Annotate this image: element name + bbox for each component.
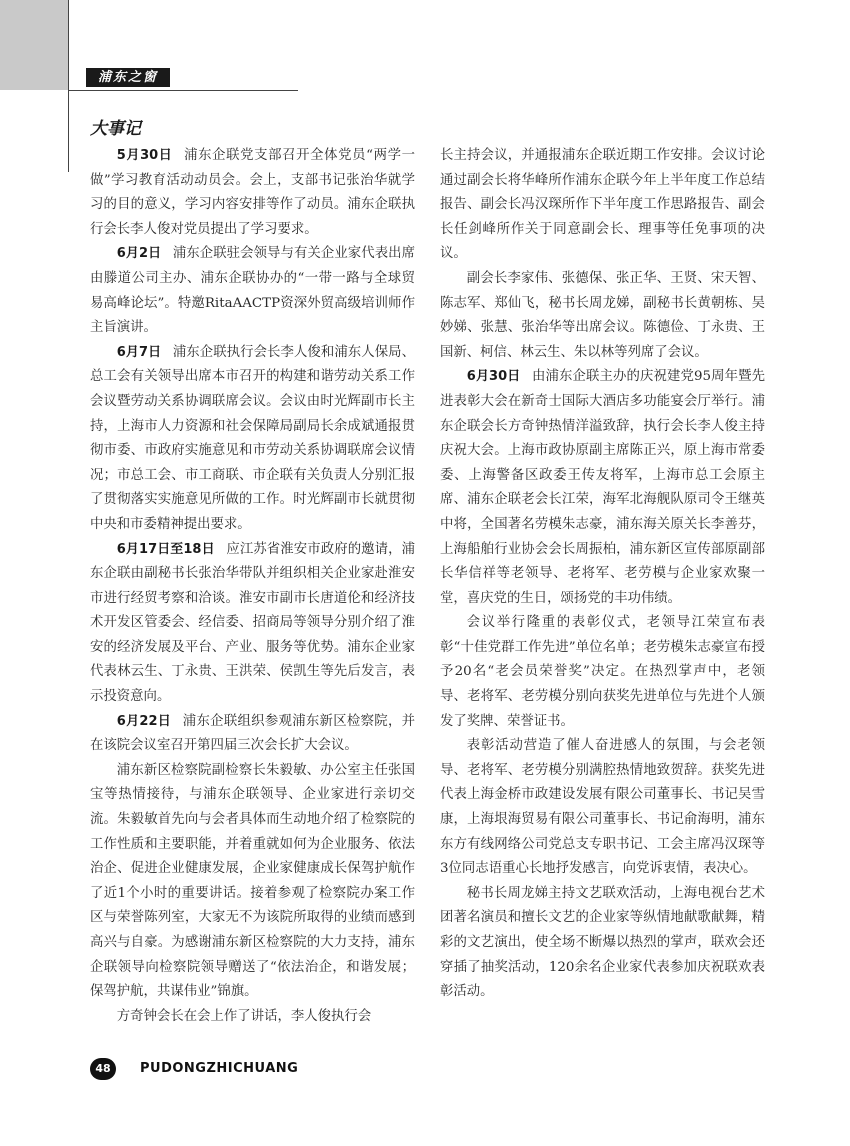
header-grey-block xyxy=(0,0,68,90)
article-paragraph xyxy=(90,242,415,340)
article-paragraph xyxy=(440,365,765,611)
event-text: 浦东企联组织参观浦东新区检察院，并在该院会议室召开第四届三次会长扩大会议。 xyxy=(90,713,416,754)
article-paragraph xyxy=(440,882,765,1005)
event-date: 6月30日 xyxy=(466,369,521,385)
event-text: 副会长李家伟、张德保、张正华、王贤、宋天智、陈志军、郑仙飞，秘书长周龙娣，副秘书长黄朝栋、吴妙娣、张慧、张治华等出席会议。陈德俭、丁永贵、王国新、柯信、林云生、朱以林等列席了会议。 xyxy=(440,270,765,360)
article-paragraph xyxy=(440,734,765,882)
article-paragraph xyxy=(90,759,415,1005)
magazine-logo: 浦东之窗 xyxy=(86,68,170,87)
event-text: 浦东企联执行会长李人俊和浦东人保局、总工会有关领导出席本市召开的构建和谐劳动关系工作会议暨劳动关系协调联席会议。会议由时光辉副市长主持，上海市人力资源和社会保障局副局长余成斌通报贯彻市委、市政府实施意见和市劳动关系协调联席会议情况；市总工会、市工商联、市企联有关负责人分别汇报了贯彻落实实施意见所做的工作。时光辉副市长就贯彻中央和市委精神提出要求。 xyxy=(90,344,415,532)
article-paragraph xyxy=(440,611,765,734)
event-text: 方奇钟会长在会上作了讲话，李人俊执行会 xyxy=(116,1008,372,1024)
article-paragraph xyxy=(90,144,415,242)
left-column xyxy=(90,144,415,1029)
article-paragraph xyxy=(440,267,765,365)
event-text: 浦东新区检察院副检察长朱毅敏、办公室主任张国宝等热情接待，与浦东企联领导、企业家进行亲切交流。朱毅敏首先向与会者具体而生动地介绍了检察院的工作性质和主要职能，并着重就如何为企业服务、依法治企、促进企业健康发展，企业家健康成长保驾护航作了近1个小时的重要讲话。接着参观了检察院办案工作区与荣誉陈列室，大家无不为该院所取得的业绩而感到高兴与自豪。为感谢浦东新区检察院的大力支持，浦东企联领导向检察院领导赠送了“依法治企，和谐发展；保驾护航，共谋伟业”锦旗。 xyxy=(90,762,415,1000)
page-number: 48 xyxy=(90,1058,116,1080)
section-title: 大事记 xyxy=(90,119,141,139)
event-text: 表彰活动营造了催人奋进感人的氛围，与会老领导、老将军、老劳模分别满腔热情地致贺辞。获奖先进代表上海金桥市政建设发展有限公司董事长、书记吴雪康，上海垠海贸易有限公司董事长、书记俞海明，浦东东方有线网络公司党总支专职书记、工会主席冯汉琛等3位同志语重心长地抒发感言，向党诉衷情，表决心。 xyxy=(440,738,765,877)
event-date: 6月22日 xyxy=(116,713,172,729)
event-text: 浦东企联驻会领导与有关企业家代表出席由滕道公司主办、浦东企联协办的“一带一路与全球贸易高峰论坛”。特邀RitaAACTP资深外贸高级培训师作主旨演讲。 xyxy=(90,246,415,336)
event-date: 6月17日至18日 xyxy=(116,541,215,557)
event-text: 浦东企联党支部召开全体党员“两学一做”学习教育活动动员会。会上，支部书记张治华就学习的目的意义，学习内容安排等作了动员。浦东企联执行会长李人俊对党员提出了学习要求。 xyxy=(90,148,415,237)
article-paragraph xyxy=(90,538,415,710)
event-text: 应江苏省淮安市政府的邀请，浦东企联由副秘书长张治华带队并组织相关企业家赴淮安市进行经贸考察和洽谈。淮安市副市长唐道伦和经济技术开发区管委会、经信委、招商局等领导分别介绍了淮安的经济发展及平台、产业、服务等优势。浦东企业家代表林云生、丁永贵、王洪荣、侯凯生等先后发言，表示投资意向。 xyxy=(90,541,416,705)
magazine-name: PUDONGZHICHUANG xyxy=(140,1061,299,1076)
event-date: 6月7日 xyxy=(116,344,162,360)
event-text: 秘书长周龙娣主持文艺联欢活动，上海电视台艺术团著名演员和擅长文艺的企业家等纵情地献歌献舞，精彩的文艺演出，使全场不断爆以热烈的掌声，联欢会还穿插了抽奖活动，120余名企业家代表参加庆祝联欢表彰活动。 xyxy=(440,885,765,1000)
event-date: 5月30日 xyxy=(116,148,173,163)
header-vertical-rule xyxy=(68,0,69,172)
article-paragraph xyxy=(90,1005,415,1030)
article-paragraph xyxy=(90,710,415,759)
event-date: 6月2日 xyxy=(116,246,162,262)
header-horizontal-rule xyxy=(68,90,298,91)
article-paragraph xyxy=(440,144,765,267)
event-text: 长主持会议，并通报浦东企联近期工作安排。会议讨论通过副会长将华峰所作浦东企联今年上半年度工作总结报告、副会长冯汉琛所作下半年度工作思路报告、副会长任剑峰所作关于同意副会长、理事等任免事项的决议。 xyxy=(440,148,765,262)
event-text: 会议举行隆重的表彰仪式，老领导江荣宣布表彰“十佳党群工作先进”单位名单；老劳模朱志豪宣布授予20名“老会员荣誉奖”决定。在热烈掌声中，老领导、老将军、老劳模分别向获奖先进单位与先进个人颁发了奖牌、荣誉证书。 xyxy=(440,615,765,729)
article-paragraph xyxy=(90,341,415,538)
event-text: 由浦东企联主办的庆祝建党95周年暨先进表彰大会在新奇士国际大酒店多功能宴会厅举行。浦东企联会长方奇钟热情洋溢致辞，执行会长李人俊主持庆祝大会。上海市政协原副主席陈正兴，原上海市常委委、上海警备区政委王传友将军，上海市总工会原主席、浦东企联老会长江荣，海军北海舰队原司令王继英中将，全国著名劳模朱志豪，浦东海关原关长李善芬，上海船舶行业协会会长周振柏，浦东新区宣传部原副部长华信祥等老领导、老将军、老劳模与企业家欢聚一堂，喜庆党的生日，颂扬党的丰功伟绩。 xyxy=(440,369,765,606)
right-column xyxy=(440,144,765,1005)
